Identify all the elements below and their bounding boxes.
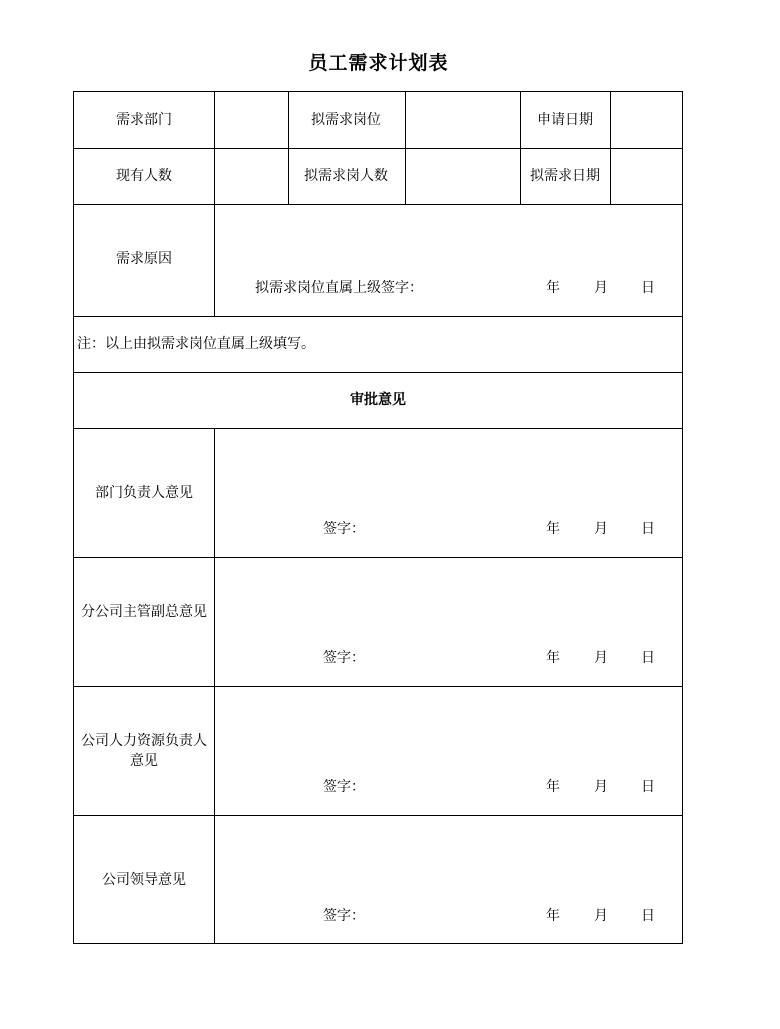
row-divider (74, 372, 682, 373)
approval-signature-label: 签字： (323, 650, 365, 666)
requirement-plan-table (73, 91, 683, 944)
approval-label: 公司领导意见 (102, 872, 186, 888)
approval-day: 日 (641, 521, 655, 537)
approval-year: 年 (546, 521, 560, 537)
apply-date-label: 申请日期 (537, 112, 593, 128)
approval-label: 分公司主管副总意见 (81, 604, 207, 620)
reason-day: 日 (641, 280, 655, 296)
approval-year: 年 (546, 908, 560, 924)
approval-signature-label: 签字： (323, 779, 365, 795)
reason-label: 需求原因 (116, 251, 172, 267)
approval-day: 日 (641, 908, 655, 924)
approval-year: 年 (546, 779, 560, 795)
approval-signature-label: 签字： (323, 908, 365, 924)
approval-month: 月 (594, 650, 608, 666)
row-divider (74, 686, 682, 687)
page-title: 员工需求计划表 (308, 52, 449, 74)
reason-month: 月 (594, 280, 608, 296)
position-value[interactable] (410, 110, 515, 130)
current-count-value[interactable] (219, 166, 284, 186)
need-date-label: 拟需求日期 (530, 168, 600, 184)
apply-date-value[interactable] (615, 110, 677, 130)
approval-day: 日 (641, 779, 655, 795)
column-divider (610, 92, 611, 204)
row-divider (74, 557, 682, 558)
approval-header: 审批意见 (350, 392, 406, 408)
dept-label: 需求部门 (116, 112, 172, 128)
column-divider (288, 92, 289, 204)
approval-month: 月 (594, 779, 608, 795)
note-text: 注：以上由拟需求岗位直属上级填写。 (77, 336, 315, 352)
row-divider (74, 428, 682, 429)
reason-signature-label: 拟需求岗位直属上级签字： (255, 280, 423, 296)
approval-year: 年 (546, 650, 560, 666)
approval-day: 日 (641, 650, 655, 666)
position-label: 拟需求岗位 (311, 112, 381, 128)
row-divider (74, 204, 682, 205)
column-divider (214, 428, 215, 943)
need-date-value[interactable] (615, 166, 677, 186)
approval-month: 月 (594, 908, 608, 924)
column-divider (405, 92, 406, 204)
column-divider (520, 92, 521, 204)
approval-label: 公司人力资源负责人意见 (81, 733, 207, 769)
approval-signature-label: 签字： (323, 521, 365, 537)
column-divider (214, 92, 215, 316)
row-divider (74, 148, 682, 149)
reason-year: 年 (546, 280, 560, 296)
row-divider (74, 316, 682, 317)
position-count-value[interactable] (410, 166, 515, 186)
row-divider (74, 815, 682, 816)
current-count-label: 现有人数 (116, 168, 172, 184)
position-count-label: 拟需求岗人数 (304, 168, 388, 184)
approval-month: 月 (594, 521, 608, 537)
dept-value[interactable] (219, 110, 284, 130)
approval-label: 部门负责人意见 (95, 485, 193, 501)
